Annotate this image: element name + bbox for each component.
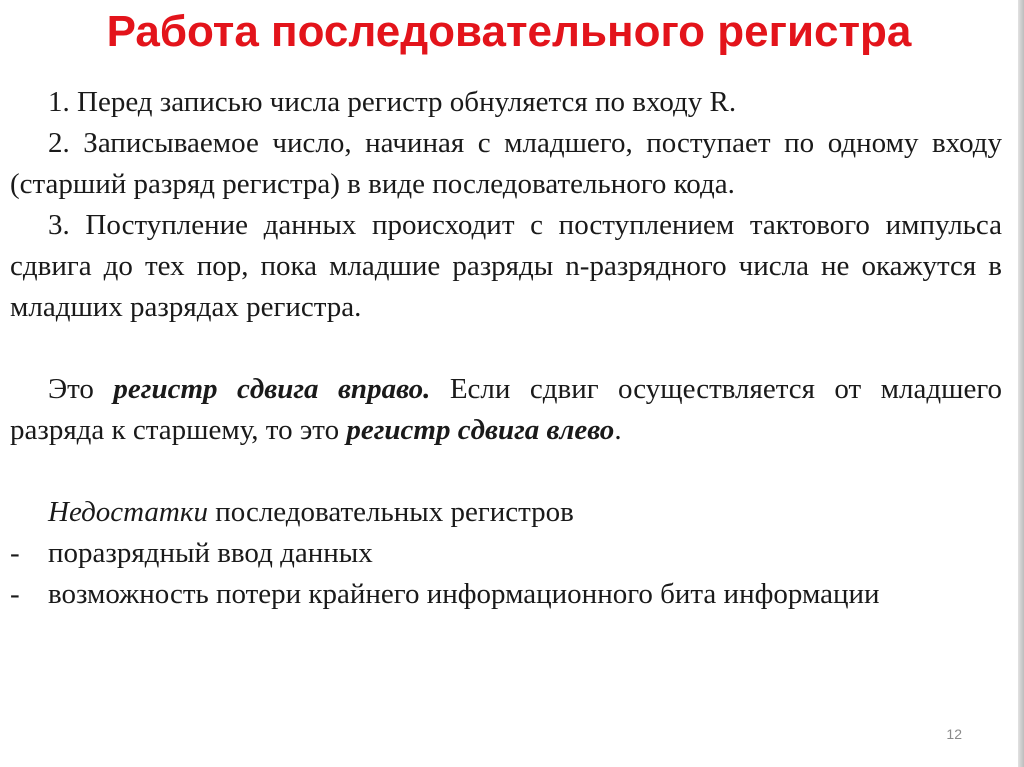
paragraph-shift-register (10, 369, 1002, 451)
paragraph-2: 2. Записываемое число, начиная с младшего, поступает по одному входу (старший разряд регистра) в виде последовательного кода. (10, 127, 1002, 200)
slide-body (10, 82, 1002, 615)
list-item (10, 574, 1002, 615)
slide-edge (1018, 0, 1024, 767)
dash-bullet: - (10, 578, 20, 610)
spacer (10, 451, 1002, 492)
paragraph-shift-register-end: . (614, 414, 622, 446)
paragraph-shift-register-pre: Это (48, 373, 114, 405)
paragraph-1: 1. Перед записью числа регистр обнуляется по входу R. (48, 86, 737, 118)
paragraph-shift-register-mid: Если сдвиг осуществляется от младшего разряда к старшему, то это (10, 373, 1002, 446)
drawbacks-term: Недостатки (48, 496, 208, 528)
spacer (10, 328, 1002, 369)
term-shift-left: регистр сдвига влево (346, 414, 615, 446)
term-shift-right: регистр сдвига вправо. (113, 373, 431, 405)
paragraph-3: 3. Поступление данных происходит с поступлением тактового импульса сдвига до тех пор, пока младшие разряды n-разрядного числа не окажутся в младших разрядах регистра. (10, 209, 1002, 323)
page-number: 12 (946, 726, 962, 742)
list-item-text: поразрядный ввод данных (48, 537, 373, 569)
slide-title: Работа последовательного регистра (106, 7, 912, 56)
list-item-text: возможность потери крайнего информационного бита информации (48, 578, 880, 610)
dash-bullet: - (10, 537, 20, 569)
list-item (10, 533, 1002, 574)
drawbacks-heading-rest: последовательных регистров (207, 496, 574, 528)
drawbacks-heading (10, 492, 1002, 533)
